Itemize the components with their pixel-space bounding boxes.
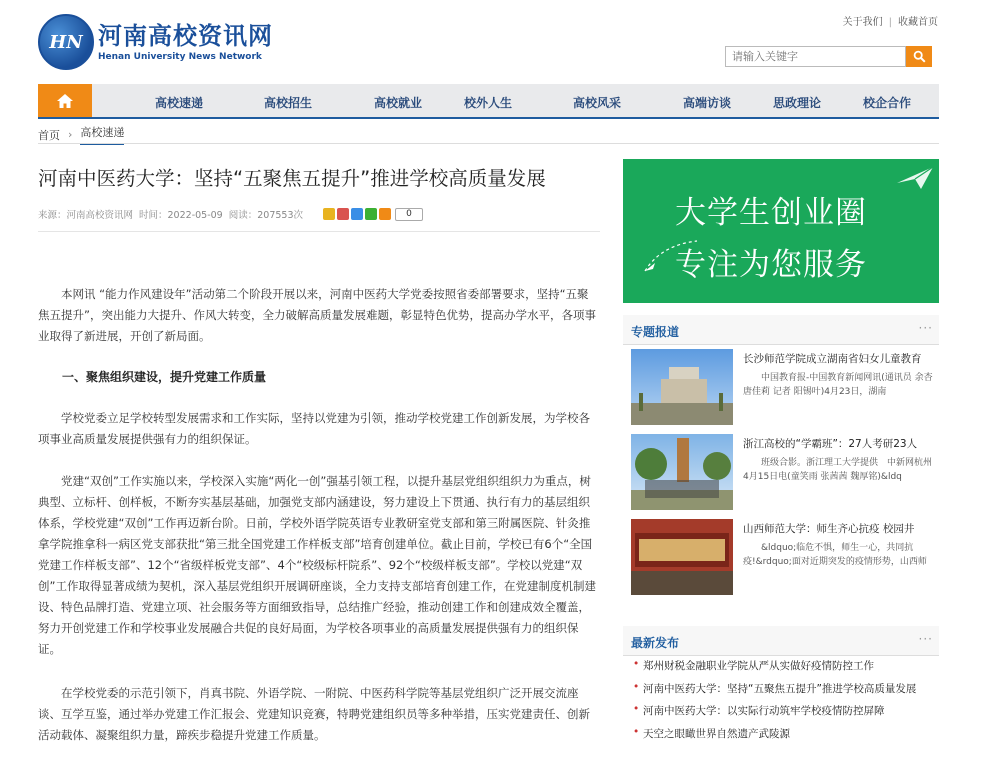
share-bar — [323, 208, 425, 221]
topic-title[interactable]: 浙江高校的“学霸班”：27人考研23人 — [743, 438, 918, 450]
home-icon — [56, 93, 74, 109]
favorite-link[interactable]: 收藏首页 — [898, 17, 938, 28]
site-name: 河南高校资讯网 — [98, 21, 273, 50]
topic-desc: &ldquo;临危不惧，师生一心，共同抗疫!&rdquo;面对近期突发的疫情形势，山西师 — [743, 543, 927, 567]
share-wechat-icon[interactable] — [365, 208, 377, 220]
nav-item-theory[interactable]: 思政理论 — [773, 96, 822, 110]
topics-heading: 专题报道 — [631, 325, 680, 339]
nav-item-employment[interactable]: 高校就业 — [374, 96, 423, 110]
search-bar — [725, 46, 932, 67]
about-link[interactable]: 关于我们 — [842, 17, 883, 28]
topic-desc: 班级合影。浙江理工大学提供 中新网杭州4月15日电(童笑雨 张茜茜 魏厚铭)&ldq — [743, 458, 933, 482]
top-links: 关于我们 | 收藏首页 — [842, 17, 938, 28]
topics-more-link[interactable]: ··· — [918, 321, 933, 335]
breadcrumb — [38, 124, 124, 145]
breadcrumb-current[interactable]: 高校速递 — [80, 124, 124, 145]
nav-item-interview[interactable]: 高端访谈 — [683, 96, 732, 110]
latest-item[interactable]: • 郑州财税金融职业学院从严从实做好疫情防控工作 — [631, 658, 939, 681]
article-time: 时间：2022-05-09 — [139, 210, 223, 221]
nav-item-cooperation[interactable]: 校企合作 — [863, 96, 912, 110]
topic-title[interactable]: 长沙师范学院成立湖南省妇女儿童教育 — [743, 353, 922, 365]
topic-desc: 中国教育报-中国教育新闻网讯(通讯员 余杏 唐佳莉 记者 阳锡叶)4月23日，湖南 — [743, 373, 933, 397]
article-section-heading: 一、聚焦组织建设，提升党建工作质量 — [62, 370, 267, 384]
article-paragraph: 在学校党委的示范引领下，肖真书院、外语学院、一附院、中医药科学院等基层党组织广泛开展交流座谈、互学互鉴，通过举办党建工作汇报会、党建知识竞赛，特聘党建组织员等多种举措，压实党建责任、创新活动载体、凝聚组织力量，蹄疾步稳提升党建工作质量。 — [38, 686, 590, 742]
latest-item[interactable]: • 河南中医药大学：以实际行动筑牢学校疫情防控屏障 — [631, 703, 939, 726]
search-button[interactable] — [906, 46, 932, 67]
topic-thumbnail[interactable] — [631, 349, 733, 425]
article-paragraph: 学校党委立足学校转型发展需求和工作实际，坚持以党建为引领，推动学校党建工作创新发展，为学校各项事业高质量发展提供强有力的组织保证。 — [38, 411, 590, 446]
search-input[interactable] — [725, 46, 906, 67]
article-meta — [38, 205, 600, 223]
ad-banner[interactable] — [623, 159, 939, 303]
article — [38, 166, 600, 742]
share-count: 0 — [395, 208, 423, 221]
latest-header — [623, 626, 939, 656]
search-icon — [913, 50, 926, 63]
topics-header — [623, 315, 939, 345]
site-logo[interactable] — [38, 14, 273, 70]
site-name-en: Henan University News Network — [98, 52, 262, 62]
topic-item[interactable] — [631, 434, 939, 512]
nav-home-button[interactable] — [38, 84, 92, 117]
nav-item-admission[interactable]: 高校招生 — [264, 96, 313, 110]
latest-item[interactable]: • 天空之眼瞰世界自然遗产武陵源 — [631, 726, 939, 749]
topic-thumbnail[interactable] — [631, 434, 733, 510]
share-weibo-icon[interactable] — [337, 208, 349, 220]
main-nav — [38, 84, 939, 119]
topic-item[interactable] — [631, 519, 939, 597]
latest-list — [631, 658, 939, 748]
article-source: 来源：河南高校资讯网 — [38, 210, 134, 221]
topic-title[interactable]: 山西师范大学：师生齐心抗疫 校园井 — [743, 523, 915, 535]
banner-line-2: 专注为您服务 — [675, 247, 867, 283]
paper-plane-icon — [895, 165, 935, 191]
article-paragraph: 党建“双创”工作实施以来，学校深入实施“两化一创”强基引领工程，以提升基层党组织组织力为重点，树典型、立标杆、创样板，不断夯实基层基础，加强党支部内涵建设，努力建设上下贯通、执行有力的基层组织体系，学校党建“双创”工作再迈新台阶。日前，学校外语学院英语专业教研室党支部和第三附属医院、针灸推拿学院推拿科一病区党支部获批“第三批全国党建工作样板支部”培育创建单位。截止目前，学校已有6个“全国党建工作样板支部”、12个“省级样板党支部”、4个“校级标杆院系”、92个“校级样板支部”。学校以党建“双创”工作取得显著成绩为契机，深入基层党组织开展调研座谈，全力支持支部培育创建工作，在党建制度机制建设、特色品牌打造、党建立项、社会服务等方面细致指导，总结推广经验，推动创建工作和创建成效全覆盖，努力开创党建工作和学校事业发展融合共促的良好局面，为学校各项事业的高质量发展提供强有力的组织保证。 — [38, 474, 596, 656]
logo-emblem-icon: HN — [38, 14, 94, 70]
latest-item[interactable]: • 河南中医药大学：坚持“五聚焦五提升”推进学校高质量发展 — [631, 681, 939, 704]
nav-item-news[interactable]: 高校速递 — [155, 96, 204, 110]
share-more-icon[interactable] — [379, 208, 391, 220]
share-qzone-icon[interactable] — [323, 208, 335, 220]
share-qq-icon[interactable] — [351, 208, 363, 220]
nav-item-life[interactable]: 校外人生 — [464, 96, 513, 110]
chevron-right-icon: › — [68, 128, 73, 141]
banner-line-1: 大学生创业圈 — [675, 195, 867, 231]
article-views: 阅读：207553次 — [228, 210, 303, 221]
article-paragraph: 本网讯 “能力作风建设年”活动第二个阶段开展以来，河南中医药大学党委按照省委部署要求，坚持“五聚焦五提升”，突出能力大提升、作风大转变，全力破解高质量发展难题，彰显特色优势，提高办学水平，各项事业取得了新进展，开创了新局面。 — [38, 287, 596, 343]
latest-more-link[interactable]: ··· — [918, 632, 933, 646]
topic-thumbnail[interactable] — [631, 519, 733, 595]
topic-item[interactable] — [631, 349, 939, 427]
latest-heading: 最新发布 — [631, 636, 680, 650]
article-title: 河南中医药大学：坚持“五聚焦五提升”推进学校高质量发展 — [38, 167, 546, 190]
nav-item-style[interactable]: 高校风采 — [573, 96, 622, 110]
breadcrumb-home[interactable]: 首页 — [38, 128, 60, 142]
